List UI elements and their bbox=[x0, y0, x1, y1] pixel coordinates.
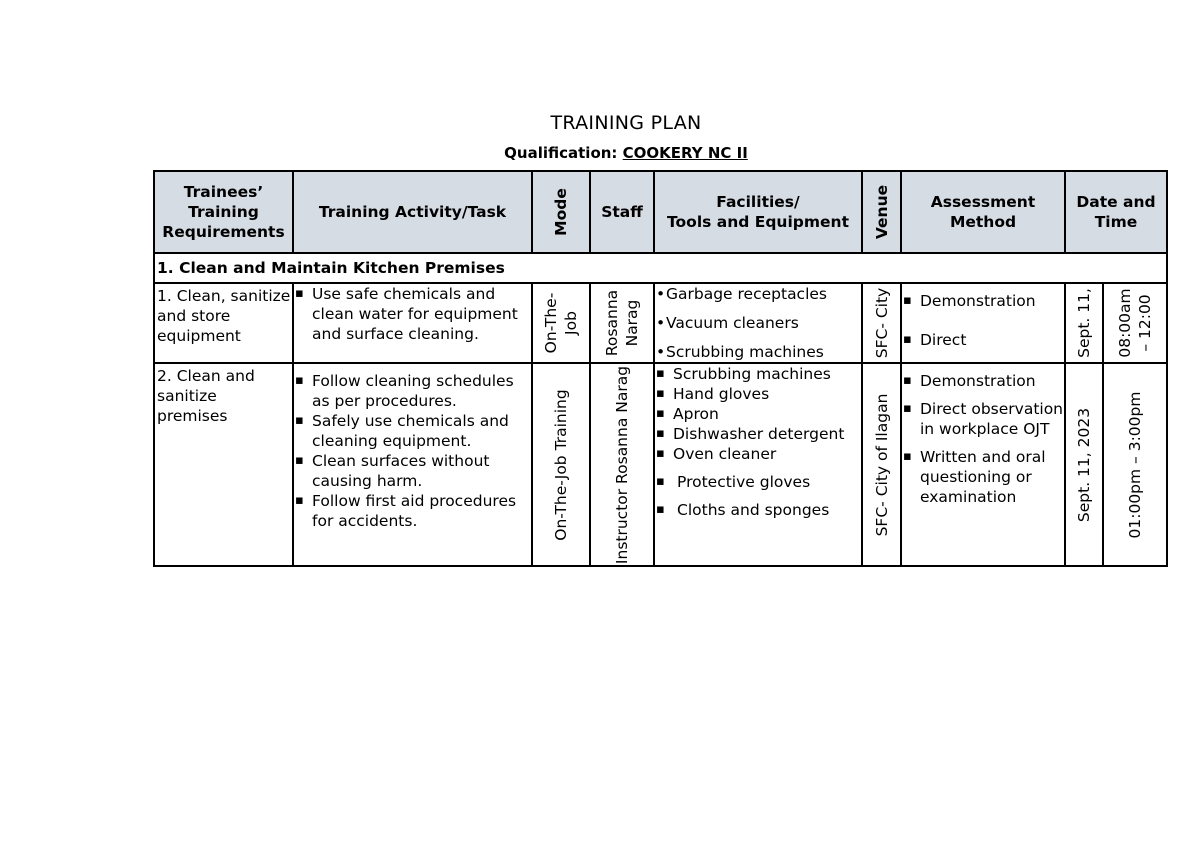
mode-text: On-The-Job Training bbox=[552, 388, 570, 541]
list-item: ▪ Follow cleaning schedules as per procedures. bbox=[294, 371, 531, 411]
list-item: ▪ Cloths and sponges bbox=[655, 500, 861, 520]
header-venue-text: Venue bbox=[872, 184, 891, 240]
header-row bbox=[154, 171, 1167, 253]
facilities-cell bbox=[654, 363, 862, 566]
staff-text: Instructor Rosanna Narag bbox=[613, 365, 631, 564]
activity-cell bbox=[293, 363, 532, 566]
list-item: ▪ Oven cleaner bbox=[655, 444, 861, 464]
staff-cell bbox=[590, 363, 654, 566]
header-staff: Staff bbox=[590, 171, 654, 253]
facilities-cell bbox=[654, 283, 862, 363]
list-item: ▪ Hand gloves bbox=[655, 384, 861, 404]
header-mode bbox=[532, 171, 590, 253]
training-plan-table bbox=[153, 170, 1168, 567]
list-item: ▪ Demonstration bbox=[902, 371, 1064, 391]
qualification-line bbox=[0, 144, 1200, 162]
time-text: 01:00pm – 3:00pm bbox=[1126, 391, 1144, 538]
header-requirements: Trainees’ Training Requirements bbox=[154, 171, 293, 253]
list-item: ▪ Direct observation in workplace OJT bbox=[902, 399, 1064, 439]
header-activity: Training Activity/Task bbox=[293, 171, 532, 253]
activity-list bbox=[294, 364, 531, 531]
staff-text: Rosanna Narag bbox=[603, 289, 641, 357]
header-facilities-line2: Tools and Equipment bbox=[667, 213, 849, 231]
document-title: TRAINING PLAN bbox=[550, 112, 702, 134]
header-assessment: Assessment Method bbox=[901, 171, 1065, 253]
table-row bbox=[154, 283, 1167, 363]
section-row bbox=[154, 253, 1167, 283]
time-cell bbox=[1103, 363, 1167, 566]
venue-cell bbox=[862, 363, 901, 566]
assessment-list bbox=[902, 364, 1064, 507]
date-text: Sept. 11, bbox=[1075, 288, 1093, 358]
time-cell bbox=[1103, 283, 1167, 363]
header-venue bbox=[862, 171, 901, 253]
list-item: ▪ Protective gloves bbox=[655, 472, 861, 492]
facilities-list bbox=[655, 364, 861, 520]
assessment-cell bbox=[901, 283, 1065, 363]
facilities-list bbox=[655, 284, 861, 362]
mode-cell bbox=[532, 363, 590, 566]
qualification-label: Qualification: bbox=[504, 144, 618, 162]
list-item: ▪ Written and oral questioning or examination bbox=[902, 447, 1064, 507]
table-row bbox=[154, 363, 1167, 566]
assessment-cell bbox=[901, 363, 1065, 566]
section-title: 1. Clean and Maintain Kitchen Premises bbox=[154, 253, 1167, 283]
venue-text: SFC- City bbox=[872, 287, 891, 359]
header-date-time: Date and Time bbox=[1065, 171, 1167, 253]
mode-text: On-The- Job bbox=[542, 292, 580, 354]
list-item: ▪ Demonstration bbox=[902, 291, 1064, 311]
date-cell bbox=[1065, 283, 1103, 363]
list-item: • Garbage receptacles bbox=[655, 284, 861, 304]
staff-cell bbox=[590, 283, 654, 363]
list-item: ▪ Follow first aid procedures for accidents. bbox=[294, 491, 531, 531]
date-text: Sept. 11, 2023 bbox=[1075, 407, 1093, 522]
assessment-list bbox=[902, 284, 1064, 350]
list-item: • Scrubbing machines bbox=[655, 342, 861, 362]
list-item: ▪ Use safe chemicals and clean water for equipment and surface cleaning. bbox=[294, 284, 531, 344]
list-item: ▪ Clean surfaces without causing harm. bbox=[294, 451, 531, 491]
activity-cell bbox=[293, 283, 532, 363]
header-mode-text: Mode bbox=[552, 188, 570, 236]
mode-cell bbox=[532, 283, 590, 363]
header-facilities-line1: Facilities/ bbox=[716, 193, 800, 211]
list-item: ▪ Scrubbing machines bbox=[655, 364, 861, 384]
qualification-value: COOKERY NC II bbox=[622, 144, 748, 162]
header-facilities bbox=[654, 171, 862, 253]
venue-text: SFC- City of Ilagan bbox=[872, 393, 891, 536]
time-text: 08:00am – 12:00 bbox=[1116, 288, 1154, 358]
list-item: • Vacuum cleaners bbox=[655, 313, 861, 333]
requirement-cell: 2. Clean and sanitize premises bbox=[154, 363, 293, 566]
date-cell bbox=[1065, 363, 1103, 566]
list-item: ▪ Apron bbox=[655, 404, 861, 424]
activity-list bbox=[294, 284, 531, 344]
requirement-cell: 1. Clean, sanitize and store equipment bbox=[154, 283, 293, 363]
list-item: ▪ Safely use chemicals and cleaning equipment. bbox=[294, 411, 531, 451]
list-item: ▪ Direct bbox=[902, 330, 1064, 350]
list-item: ▪ Dishwasher detergent bbox=[655, 424, 861, 444]
venue-cell bbox=[862, 283, 901, 363]
